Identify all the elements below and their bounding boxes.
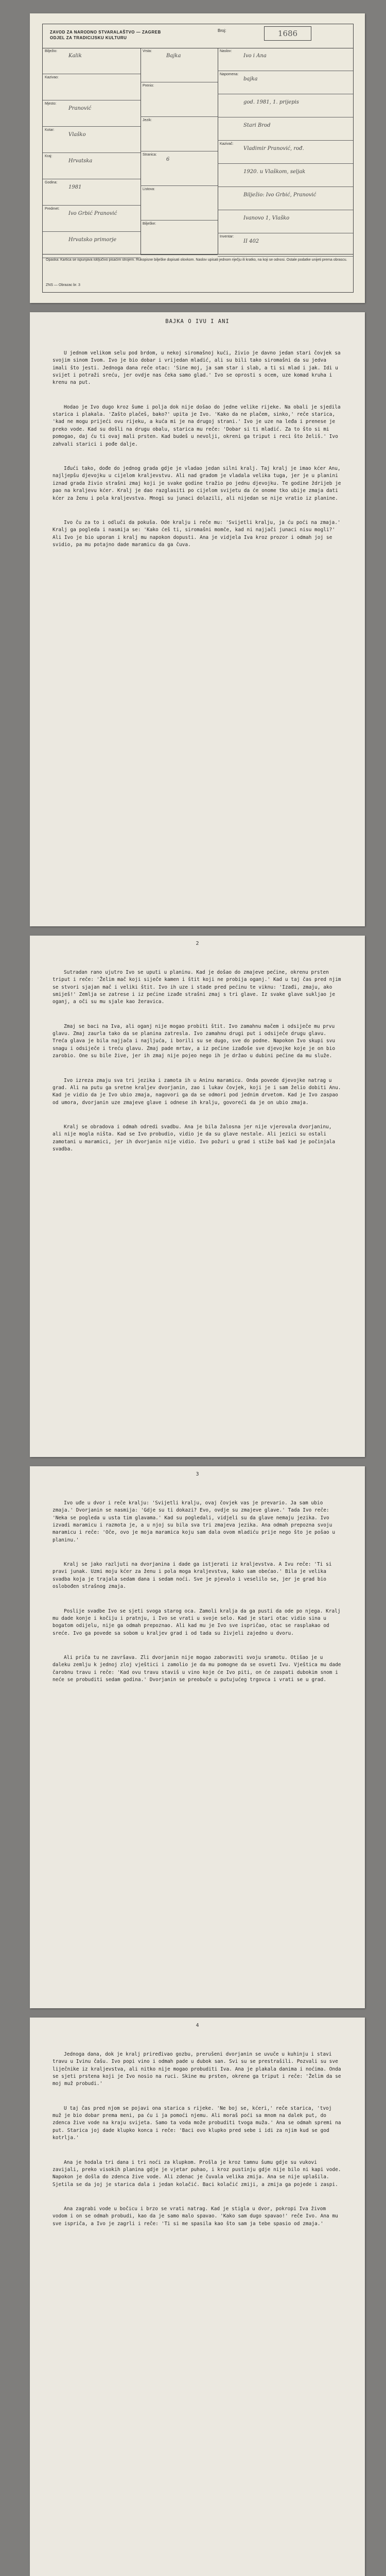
card-field-label: Listova: <box>143 188 155 191</box>
card-field <box>141 48 218 82</box>
paragraph: Ivo uđe u dvor i reče kralju: 'Svijetli kralju, ovaj čovjek vas je prevario. Ja sam ubio zmaja.' Dvorjanin se nasmija: 'Gdje su ti dokazi? Evo, ovdje su zmajeve glave.' Tada Ivo reče: 'Neka se pogleda u usta tim glavama.' Kad su pogledali, vidjeli su da glave nemaju jezika. Ivo izvadi maramicu i razmota je, a u njoj su bila sva tri zmajeva jezika. Ana odmah prepozna svoju maramicu i reče: 'Oče, ovo je moja maramica koju sam dala ovom mladiću prije nego što je pošao u planinu.' <box>52 1500 338 1543</box>
card-field <box>218 117 353 141</box>
card-field-label: Kotar: <box>45 128 55 132</box>
card-field-label: Bilježio: <box>45 49 58 53</box>
card-organization <box>50 29 161 41</box>
card-field-value: II 402 <box>243 239 259 244</box>
card-column-left <box>43 48 141 254</box>
card-field-value: Hrvatsko primorje <box>68 237 117 243</box>
card-field-label: Prenio: <box>143 84 154 88</box>
card-field <box>218 48 353 71</box>
card-field-value: Pranović <box>68 106 92 111</box>
card-field <box>141 117 218 151</box>
page-number: 3 <box>196 1471 199 1477</box>
typed-page-3 <box>30 1466 365 2008</box>
document-title: BAJKA O IVU I ANI <box>165 318 230 325</box>
card-field <box>218 210 353 233</box>
card-field-label: Inventar: <box>220 235 234 239</box>
card-field-label: Jezik: <box>143 118 152 122</box>
card-field-label: Naslov: <box>220 49 232 53</box>
card-field-value: bajka <box>243 76 258 82</box>
paragraph: Jednoga dana, dok je kralj priređivao gozbu, prerušeni dvorjanin se uvuče u kuhinju i stavi travu u Ivinu čašu. Ivo popi vino i odmah pade u dubok san. Svi su se prestrašili. Pozvali su sve liječnike iz kraljevstva, ali nitko nije mogao probuditi Iva. Ana je plakala danima i noćima. Onda se sjeti prstena koji je Ivo nosio na ruci. Skine mu prsten, okrene ga triput i reče: 'Želim da se moj muž probudi.' <box>52 2051 344 2087</box>
paragraph: Ivo ču za to i odluči da pokuša. Ode kralju i reče mu: 'Svijetli kralju, ja ću poći na zmaja.' Kralj ga pogleda i nasmija se: 'Kako ćeš ti, siromašni momče, kad ni najjači junaci nisu mogli?' Ali Ivo je bio uporan i kralj mu napokon dopusti. Ana je vidjela Iva kroz prozor i odmah joj se svidio, pa mu potajno dade maramicu da ga čuva. <box>52 519 344 548</box>
page-text <box>52 2036 342 2245</box>
card-footer-note: Opaska: Kartica se ispunjava isključivo pisaćim strojem. Rukopisne bilješke dopisati olovkom. Naslov upisati jednom riječju ili kratko, na koji se odnosi. Ostale podatke unijeti prema obrascu. <box>46 258 347 262</box>
paragraph: Poslije svadbe Ivo se sjeti svoga starog oca. Zamoli kralja da ga pusti da ode po njega. Kralj mu dade konje i kočiju i pratnju, i Ivo se vrati u svoje selo. Kad je stari otac vidio sina u bogatom odijelu, nije ga odmah prepoznao. Ali kad mu je Ivo sve ispričao, otac se rasplakao od sreće. Ivo ga povede sa sobom u kraljev grad i od tada su živjeli zajedno u dvoru. <box>52 1608 344 1636</box>
card-footer <box>43 254 353 293</box>
card-field <box>43 74 141 100</box>
card-field <box>218 187 353 210</box>
paragraph: U jednom velikom selu pod brdom, u nekoj siromašnoj kući, živio je davno jedan stari čovjek sa svojim sinom Ivom. Ivo je bio dobar i vrijedan mladić, ali su bili tako siromašni da su jedva imali što jesti. Jednoga dana reče otac: 'Sine moj, ja sam star i slab, a ti si mlad i jak. Idi u svijet i potraži sreću, jer ovdje nas čeka samo glad.' Ivo se oprosti s ocem, uze komad kruha i krenu na put. <box>52 350 344 386</box>
card-field <box>218 164 353 187</box>
card-number: 1686 <box>264 26 311 41</box>
card-frame <box>42 24 354 293</box>
card-field-value: Stari Brod <box>243 123 271 128</box>
paragraph: Ana je hodala tri dana i tri noći za klupkom. Prošla je kroz tamnu šumu gdje su vukovi zavijali, preko visokih planina gdje je vjetar puhao, i kroz pustinju gdje nije bilo ni kapi vode. Napokon je došla do zdenca žive vode. Ali zdenac je čuvala velika zmija. Ana se nije uplašila. Sjetila se da joj je starica dala i jedan kolačić. Baci kolačić zmiji, a zmija ga pojede i zaspi. <box>52 2159 344 2188</box>
card-org-line: ODJEL ZA TRADICIJSKU KULTURU <box>50 36 127 40</box>
page-number: 2 <box>196 941 199 946</box>
typed-page-1 <box>30 312 365 926</box>
paragraph: Hodao je Ivo dugo kroz šume i polja dok nije došao do jedne velike rijeke. Na obali je sjedila starica i plakala. 'Zašto plačeš, bako?' upita je Ivo. 'Kako da ne plačem, sinko,' reče starica, 'kad ne mogu prijeći ovu rijeku, a kuća mi je na drugoj strani.' Ivo je uze na leđa i prenese je preko vode. Kad su došli na drugu obalu, starica mu reče: 'Dobar si ti mladić. Za to što si mi pomogao, daj ću ti ovaj mali prsten. Kad budeš u nevolji, okreni ga triput i reci što želiš.' Ivo zahvali starici i pođe dalje. <box>52 404 344 447</box>
card-field-value: Hrvatska <box>68 158 93 164</box>
paragraph: Zmaj se baci na Iva, ali oganj nije mogao probiti štit. Ivo zamahnu mačem i odsiječe mu prvu glavu. Zmaj zaurla tako da se planina zatresla. Ivo zamahnu drugi put i odsiječe drugu glavu. Treća glava je bila najjača i najljuća, i borili su se dugo, sve do podne. Napokon Ivo skupi svu snagu i odsiječe i treću glavu. Zmaj pade mrtav, a iz pećine izađoše sve djevojke koje je on bio zarobio. One su bile žive, jer ih zmaj nije pojeo nego ih je držao u dubini pećine da mu služe. <box>52 1023 338 1059</box>
page-text <box>52 954 342 1170</box>
card-field <box>218 141 353 164</box>
card-field <box>43 127 141 153</box>
typed-page-4 <box>30 2018 365 2576</box>
card-field-label: Vrsta: <box>143 49 152 53</box>
card-field <box>43 153 141 179</box>
card-field <box>43 179 141 206</box>
card-footer-code: ZNS — Obrazac br. 3 <box>46 283 80 287</box>
card-org-line: ZAVOD ZA NARODNO STVARALAŠTVO — ZAGREB <box>50 30 161 35</box>
typed-page-2 <box>30 936 365 1457</box>
card-field <box>43 48 141 74</box>
card-field-value: Bajka <box>166 53 181 59</box>
card-field <box>141 186 218 221</box>
card-field-value: Bilježio: Ivo Grbić, Pranović <box>243 192 317 198</box>
card-field <box>141 82 218 117</box>
paragraph: Ana zagrabi vode u bočicu i brzo se vrati natrag. Kad je stigla u dvor, pokropi Iva živom vodom i on se odmah probudi, kao da je samo malo spavao. 'Kako sam dugo spavao!' reče Ivo. Ana mu sve ispriča, a Ivo je zagrli i reče: 'Ti si me spasila kao što sam ja tebe spasio od zmaja.' <box>52 2206 341 2227</box>
card-field <box>218 233 353 257</box>
card-field-label: Mjesto: <box>45 102 57 106</box>
card-field-label: Godina: <box>45 181 58 184</box>
card-column-middle <box>141 48 218 254</box>
card-field-label: Bilješke: <box>143 222 156 226</box>
card-body <box>43 48 353 254</box>
card-field-value: Vladimir Pranović, rođ. <box>243 146 304 151</box>
paragraph: Kralj se obradova i odmah odredi svadbu. Ana je bila žalosna jer nije vjerovala dvorjaninu, ali nije mogla ništa. Kad se Ivo probudio, vidio je da su glave nestale. Ali jezici su ostali zamotani u maramici, jer ih dvorjanin nije vidio. Ivo požuri u grad i stiže baš kad je počinjala svadba. <box>52 1124 338 1153</box>
page-number: 4 <box>196 2023 199 2028</box>
paragraph: U taj čas pred njom se pojavi ona starica s rijeke. 'Ne boj se, kćeri,' reče starica, 'tvoj muž je bio dobar prema meni, pa ću i ja pomoći njemu. Ali moraš poći sa mnom na dalek put, do zdenca žive vode na kraju svijeta. Samo ta voda može probuditi tvoga muža.' Ana se odmah spremi na put. Starica joj dade klupko konca i reče: 'Baci ovo klupko pred sebe i idi za njim kud se god kotrlja.' <box>52 2105 344 2141</box>
card-field <box>218 71 353 94</box>
card-field-value: 1981 <box>68 184 82 190</box>
card-field <box>43 206 141 232</box>
index-card <box>30 13 365 303</box>
card-field-label: Predmet: <box>45 207 60 211</box>
paragraph: Ali priča tu ne završava. Zli dvorjanin nije mogao zaboraviti svoju sramotu. Otišao je u daleku zemlju k jednoj zloj vještici i zamolio je da mu pomogne da se osveti Ivu. Vještica mu dade čarobnu travu i reče: 'Kad ovu travu staviš u vino koje će Ivo piti, on će zaspati dubokim snom i neće se probuditi sedam godina.' Dvorjanin se preobuče u putujućeg trgovca i vrati se u grad. <box>52 1654 344 1683</box>
page-text <box>52 1485 342 1701</box>
card-column-right <box>218 48 353 254</box>
card-field <box>141 151 218 186</box>
card-field-label: Napomena: <box>220 73 239 76</box>
card-header <box>43 24 353 48</box>
page-text <box>52 335 342 566</box>
card-field-value: 1920. u Vlaškom, seljak <box>243 169 306 175</box>
card-field-value: Ivanovo 1, Vlaško <box>243 215 290 221</box>
card-field-value: Ivo i Ana <box>243 53 267 59</box>
card-field-value: Ivo Grbić Pranović <box>68 211 117 216</box>
card-field-label: Kraj: <box>45 155 52 158</box>
card-field-value: god. 1981, 1. prijepis <box>243 99 299 105</box>
paragraph: Iđući tako, dođe do jednog grada gdje je vladao jedan silni kralj. Taj kralj je imao kćer Anu, najljepšu djevojku u cijelom kraljevstvu. Ali nad gradom je vladala velika tuga, jer je u planini iznad grada živio strašni zmaj koji je svake godine tražio po jednu djevojku. Te godine ždrijeb je pao na kraljevu kćer. Kralj je dao razglasiti po cijelom svijetu da će onome tko ubije zmaja dati kćer za ženu i pola kraljevstva. Mnogi su junaci dolazili, ali nijedan se nije vratio iz planine. <box>52 465 344 501</box>
card-number-label: Broj: <box>218 28 226 33</box>
paragraph: Sutradan rano ujutro Ivo se uputi u planinu. Kad je došao do zmajeve pećine, okrenu prsten triput i reče: 'Želim mač koji siječe kamen i štit koji ne probija oganj.' Kad u taj čas pred njim se stvori sjajan mač i veliki štit. Ivo ih uze i stade pred pećinu te viknu: 'Izađi, zmaju, ako smiješ!' Zemlja se zatrese i iz pećine izađe strašni zmaj s tri glave. Iz svake glave sukljao je oganj, a oči su mu sjale kao žeravica. <box>52 969 344 1005</box>
card-field-value: Kalik <box>68 53 82 59</box>
paragraph: Ivo izreza zmaju sva tri jezika i zamota ih u Aninu maramicu. Onda povede djevojke natrag u grad. Ali na putu ga sretne kraljev dvorjanin, zao i lukav čovjek, koji je i sam želio dobiti Anu. Kad je vidio da je Ivo ubio zmaja, nagovori ga da se odmori pod jednim drvetom. Kad je Ivo zaspao od umora, dvorjanin uze zmajeve glave i odnese ih kralju, govoreći da je on ubio zmaja. <box>52 1077 344 1106</box>
card-field-label: Stranica: <box>143 153 157 157</box>
card-field-label: Kazivač: <box>220 142 234 146</box>
card-field-value: 6 <box>166 157 170 162</box>
card-field <box>218 94 353 117</box>
card-field-label: Kazivao: <box>45 76 59 79</box>
card-field-value: Vlaško <box>68 132 86 138</box>
card-field <box>141 221 218 255</box>
card-field <box>43 100 141 127</box>
paragraph: Kralj se jako razljuti na dvorjanina i dade ga istjerati iz kraljevstva. A Ivu reče: 'Ti si pravi junak. Uzmi moju kćer za ženu i pola moga kraljevstva, kako sam obećao.' Bila je velika svadba koja je trajala sedam dana i sedam noći. Sve je pjevalo i veselilo se, jer je grad bio oslobođen strašnog zmaja. <box>52 1562 335 1590</box>
